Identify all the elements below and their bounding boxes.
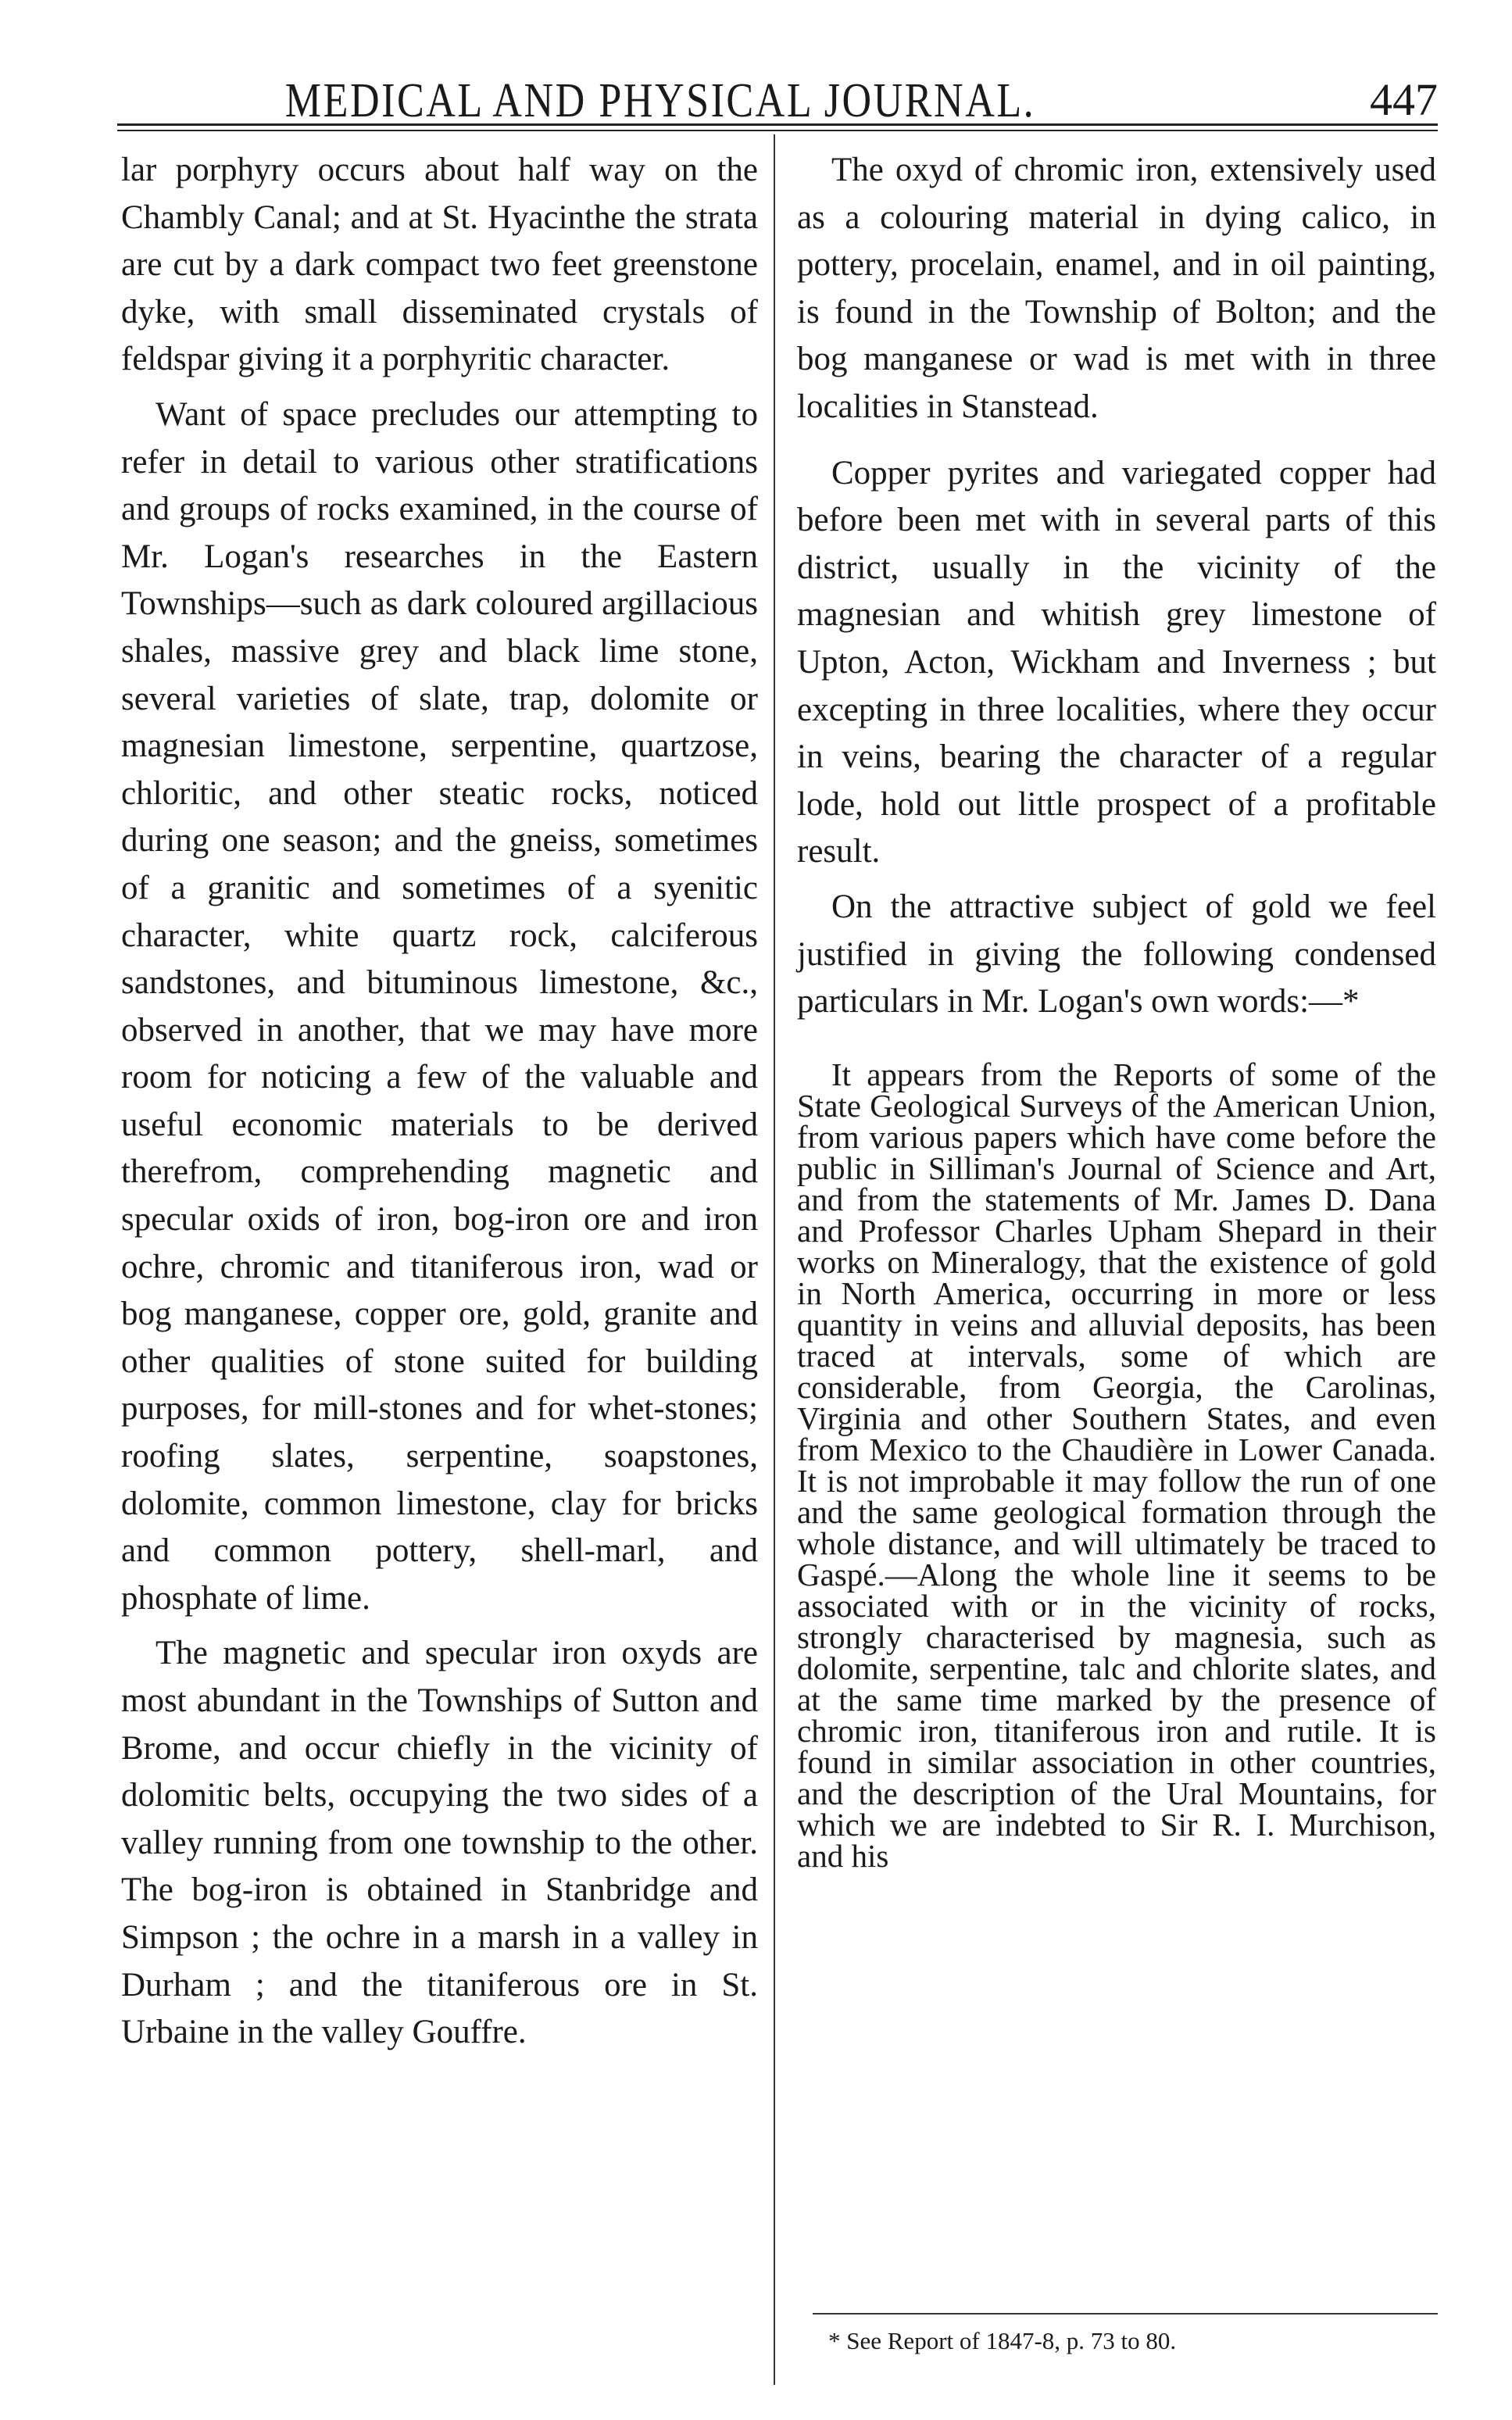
- footnote-rule: [813, 2313, 1438, 2315]
- paragraph-logan-quote: It appears from the Reports of some of the State Geological Surveys of the American Union, from various papers which have come before the public in Silliman's Journal of Science and Art, and from the statements of Mr. James D. Dana and Professor Charles Upham Shepard in their works on Mineralogy, that the existence of gold in North America, occurring in more or less quantity in veins and alluvial deposits, has been traced at intervals, some of which are considerable, from Georgia, the Carolinas, Virginia and other Southern States, and even from Mexico to the Chaudière in Lower Canada. It is not improbable it may follow the run of one and the same geological formation through the whole distance, and will ultimately be traced to Gaspé.—Along the whole line it seems to be associated with or in the vicinity of rocks, strongly characterised by magnesia, such as dolomite, serpentine, talc and chlorite slates, and at the same time marked by the presence of chromic iron, titaniferous iron and rutile. It is found in similar association in other countries, and the description of the Ural Mountains, for which we are indebted to Sir R. I. Murchison, and his: [797, 1056, 1436, 1874]
- header-rule: [117, 123, 1438, 126]
- left-column: [121, 147, 758, 2057]
- paragraph-iron-oxyds: The magnetic and specular iron oxyds are most abundant in the Townships of Sutton and Brome, and occur chiefly in the vicinity of dolomitic belts, occupying the two sides of a valley running from one township to the other. The bog-iron is obtained in Stanbridge and Simpson ; the ochre in a marsh in a valley in Durham ; and the titaniferous ore in St. Urbaine in the valley Gouffre.: [121, 1635, 758, 2051]
- header-rule-thin: [117, 130, 1438, 131]
- footnote: * See Report of 1847-8, p. 73 to 80.: [828, 2327, 1177, 2354]
- running-title: MEDICAL AND PHYSICAL JOURNAL.: [284, 74, 1036, 127]
- column-divider: [774, 134, 775, 2385]
- page-header: [117, 30, 1438, 127]
- paragraph-gold-intro: On the attractive subject of gold we feel justified in giving the following condensed particulars in Mr. Logan's own words:—*: [797, 888, 1436, 1021]
- paragraph-porphyry: lar porphyry occurs about half way on the Chambly Canal; and at St. Hyacinthe the strata are cut by a dark compact two feet greenstone dyke, with small disseminated crystals of feldspar giving it a porphyritic character.: [121, 152, 758, 378]
- paragraph-want-of-space: Want of space precludes our attempting to refer in detail to various other stratifications and groups of rocks examined, in the course of Mr. Logan's researches in the Eastern Townships—such as dark coloured argillacious shales, massive grey and black lime stone, several varieties of slate, trap, dolomite or magnesian limestone, serpentine, quartzose, chloritic, and other steatic rocks, noticed during one season; and the gneiss, sometimes of a granitic and sometimes of a syenitic character, white quartz rock, calciferous sandstones, and bituminous limestone, &c., observed in another, that we may have more room for noticing a few of the valuable and useful economic materials to be derived therefrom, comprehending magnetic and specular oxids of iron, bog-iron ore and iron ochre, chromic and titaniferous iron, wad or bog manganese, copper ore, gold, granite and other qualities of stone suited for building purposes, for mill-stones and for whet-stones; roofing slates, serpentine, soapstones, dolomite, common limestone, clay for bricks and common pottery, shell-marl, and phosphate of lime.: [121, 395, 758, 1617]
- page-number: 447: [1370, 74, 1438, 125]
- paragraph-copper-pyrites: Copper pyrites and variegated copper had before been met with in several parts of this district, usually in the vicinity of the magnesian and whitish grey limestone of Upton, Acton, Wickham and Inverness ; but excepting in three localities, where they occur in veins, bearing the character of a regular lode, hold out little prospect of a profitable result.: [797, 454, 1436, 870]
- paragraph-chromic-iron: The oxyd of chromic iron, extensively used as a colouring material in dying calico, in pottery, procelain, enamel, and in oil painting, is found in the Township of Bolton; and the bog manganese or wad is met with in three localities in Stanstead.: [797, 152, 1436, 425]
- right-column: [797, 147, 1436, 1874]
